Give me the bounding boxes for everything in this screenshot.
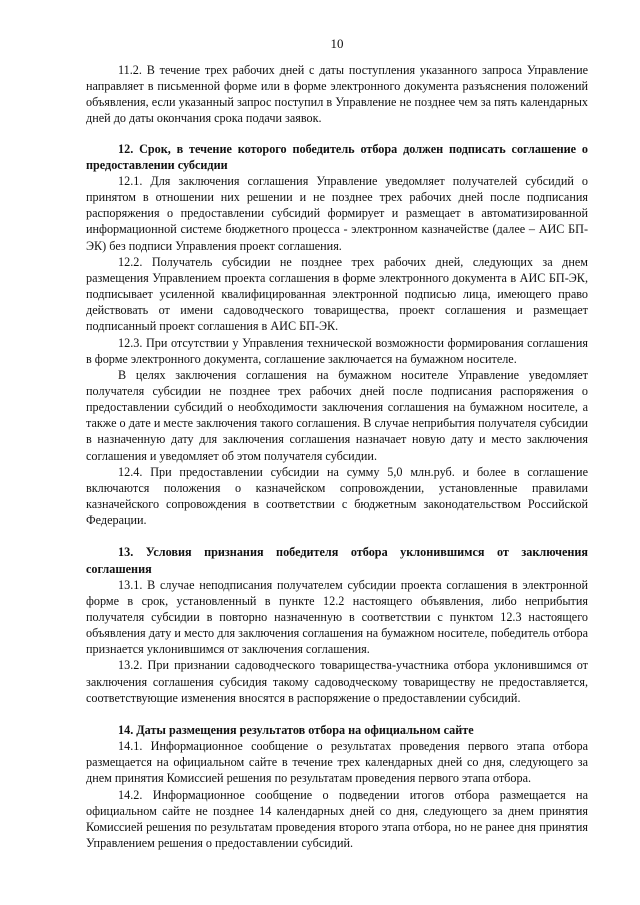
paragraph-13-2: 13.2. При признании садоводческого товарищества-участника отбора уклонившимся от заключения соглашения субсидия такому садоводческому товариществу не предоставляется, соответствующие изменения вносятся в распоряжение о предоставлении субсидий. xyxy=(86,658,588,705)
paragraph-11-2: 11.2. В течение трех рабочих дней с даты поступления указанного запроса Управление направляет в письменной форме или в форме электронного документа разъяснения положений объявления, если указанный запрос поступил в Управление не позднее чем за пять календарных дней до даты окончания срока подачи заявок. xyxy=(86,63,588,126)
paragraph-12-4: 12.4. При предоставлении субсидии на сумму 5,0 млн.руб. и более в соглашение включаются положения о казначейском сопровождении, установленные правилами казначейского сопровождения в соответствии с бюджетным законодательством Российской Федерации. xyxy=(86,464,588,528)
paragraph-14-2: 14.2. Информационное сообщение о подведении итогов отбора размещается на официальном сайте не позднее 14 календарных дней со дня, следующего за днем принятия Комиссией решения по результатам проведения второго этапа отбора, но не ранее дня принятия Управлением решения о предоставлении субсидий. xyxy=(86,787,588,851)
paragraph-14-1: 14.1. Информационное сообщение о результатах проведения первого этапа отбора размещается на официальном сайте в течение трех календарных дней со дня, следующего за днем принятия Комиссией решения по результатам проведения первого этапа отбора. xyxy=(86,739,588,786)
paragraph-12-3: 12.3. При отсутствии у Управления технической возможности формирования соглашения в форме электронного документа, соглашение заключается на бумажном носителе. xyxy=(86,335,588,366)
paragraph-paper-contract: В целях заключения соглашения на бумажном носителе Управление уведомляет получателя субсидии не позднее трех рабочих дней после подписания распоряжения о предоставлении субсидий о необходимости заключения соглашения на бумажном носителе, а также о дате и месте заключения такого соглашения. В случае неприбытия получателя субсидии в назначенную дату для заключения соглашения назначает новую дату и место заключения соглашения и уведомляет об этом получателя субсидии. xyxy=(86,367,588,463)
section-heading-14: 14. Даты размещения результатов отбора на официальном сайте xyxy=(118,722,474,737)
document-body xyxy=(86,62,588,851)
paragraph-12-1: 12.1. Для заключения соглашения Управление уведомляет получателей субсидий о принятом в отношении них решении и не позднее трех рабочих дней после подписания распоряжения о предоставлении субсидий формирует и размещает в автоматизированной информационной системе бюджетного процесса - электронном казначействе (далее – АИС БП-ЭК) без подписи Управления проект соглашения. xyxy=(86,173,588,253)
paragraph-13-1: 13.1. В случае неподписания получателем субсидии проекта соглашения в электронной форме в срок, установленный в пункте 12.2 настоящего объявления, либо неприбытия получателя субсидии в повторно назначенную в соответствии с пунктом 12.3 настоящего объявления дату и место для заключения соглашения на бумажном носителе, победитель отбора признается уклонившимся от заключения соглашения. xyxy=(86,577,588,657)
spacer xyxy=(86,127,588,141)
spacer xyxy=(86,528,588,544)
spacer xyxy=(86,706,588,722)
paragraph-12-2: 12.2. Получатель субсидии не позднее трех рабочих дней, следующих за днем размещения Управлением проекта соглашения в форме электронного документа в АИС БП-ЭК, подписывает усиленной квалифицированная электронной подписью лица, имеющего право действовать от имени садоводческого товарищества, проект соглашения и размещает подписанный проект соглашения в АИС БП-ЭК. xyxy=(86,254,588,334)
section-heading-12: 12. Срок, в течение которого победитель отбора должен подписать соглашение о предоставлении субсидии xyxy=(86,141,588,172)
section-heading-13: 13. Условия признания победителя отбора уклонившимся от заключения соглашения xyxy=(86,545,588,576)
page-number: 10 xyxy=(330,36,344,51)
